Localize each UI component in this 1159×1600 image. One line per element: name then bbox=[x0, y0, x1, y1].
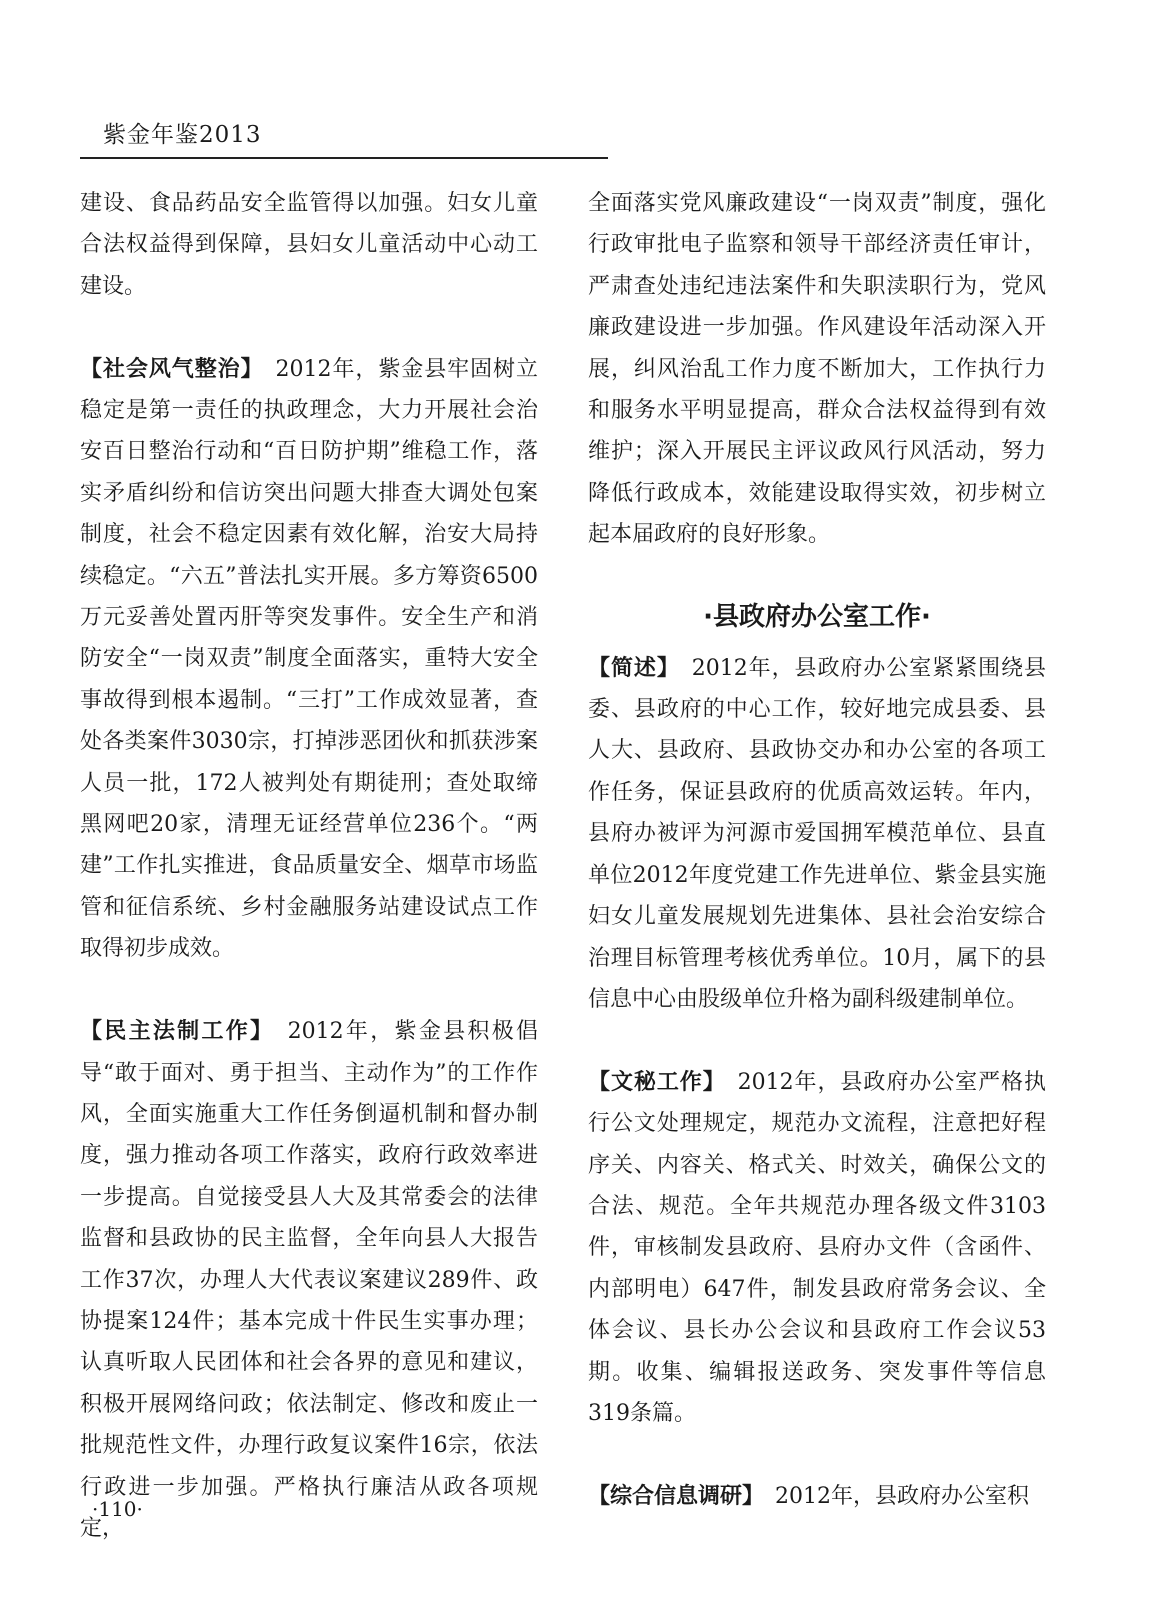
paragraph-gap bbox=[80, 307, 538, 348]
paragraph-gap bbox=[80, 970, 538, 1011]
entry-tag: 【综合信息调研】 bbox=[588, 1483, 754, 1509]
paragraph-gap bbox=[588, 1020, 1046, 1061]
paragraph-text: 2012年，县政府办公室积 bbox=[753, 1483, 1030, 1509]
paragraph-text: 建设、食品药品安全监管得以加强。妇女儿童合法权益得到保障，县妇女儿童活动中心动工建设。 bbox=[80, 191, 538, 299]
header-rule bbox=[80, 157, 608, 159]
paragraph-overview bbox=[588, 648, 1046, 1021]
paragraph-secretarial bbox=[588, 1062, 1046, 1435]
paragraph-continued bbox=[588, 183, 1046, 556]
entry-tag: 【民主法制工作】 bbox=[80, 1019, 264, 1045]
section-title: ·县政府办公室工作· bbox=[703, 601, 931, 632]
running-header: 紫金年鉴2013 bbox=[103, 122, 262, 148]
left-column bbox=[80, 183, 538, 1549]
paragraph-democracy-law bbox=[80, 1011, 538, 1549]
paragraph-gap bbox=[588, 1434, 1046, 1475]
page-number: ·110· bbox=[92, 1497, 143, 1521]
entry-tag: 【社会风气整治】 bbox=[80, 356, 253, 382]
paragraph-text: 2012年，县政府办公室严格执行公文处理规定，规范办文流程，注意把好程序关、内容关、格式关、时效关，确保公文的合法、规范。全年共规范办理各级文件3103件，审核制发县政府、县府办文件（含函件、内部明电）647件，制发县政府常务会议、全体会议、县长办公会议和县政府工作会议53期。收集、编辑报送政务、突发事件等信息319条篇。 bbox=[588, 1069, 1046, 1426]
entry-tag: 【简述】 bbox=[588, 655, 669, 681]
paragraph-continued bbox=[80, 183, 538, 307]
entry-tag: 【文秘工作】 bbox=[588, 1069, 715, 1095]
paragraph-research bbox=[588, 1476, 1046, 1517]
paragraph-text: 2012年，紫金县积极倡导“敢于面对、勇于担当、主动作为”的工作作风，全面实施重大工作任务倒逼机制和督办制度，强力推动各项工作落实，政府行政效率进一步提高。自觉接受县人大及其常委会的法律监督和县政协的民主监督，全年向县人大报告工作37次，办理人大代表议案建议289件、政协提案124件；基本完成十件民生实事办理；认真听取人民团体和社会各界的意见和建议，积极开展网络问政；依法制定、修改和废止一批规范性文件，办理行政复议案件16宗，依法行政进一步加强。严格执行廉洁从政各项规定， bbox=[80, 1019, 538, 1541]
paragraph-text: 2012年，紫金县牢固树立稳定是第一责任的执政理念，大力开展社会治安百日整治行动和“百日防护期”维稳工作，落实矛盾纠纷和信访突出问题大排查大调处包案制度，社会不稳定因素有效化解，治安大局持续稳定。“六五”普法扎实开展。多方筹资6500万元妥善处置丙肝等突发事件。安全生产和消防安全“一岗双责”制度全面落实，重特大安全事故得到根本遏制。“三打”工作成效显著，查处各类案件3030宗，打掉涉恶团伙和抓获涉案人员一批，172人被判处有期徒刑；查处取缔黑网吧20家，清理无证经营单位236个。“两建”工作扎实推进，食品质量安全、烟草市场监管和征信系统、乡村金融服务站建设试点工作取得初步成效。 bbox=[80, 356, 538, 962]
section-gap bbox=[588, 556, 1046, 586]
paragraph-social-order bbox=[80, 349, 538, 970]
right-column bbox=[588, 183, 1046, 1517]
paragraph-text: 全面落实党风廉政建设“一岗双责”制度，强化行政审批电子监察和领导干部经济责任审计，严肃查处违纪违法案件和失职渎职行为，党风廉政建设进一步加强。作风建设年活动深入开展，纠风治乱工作力度不断加大，工作执行力和服务水平明显提高，群众合法权益得到有效维护；深入开展民主评议政风行风活动，努力降低行政成本，效能建设取得实效，初步树立起本届政府的良好形象。 bbox=[588, 191, 1046, 548]
paragraph-text: 2012年，县政府办公室紧紧围绕县委、县政府的中心工作，较好地完成县委、县人大、县政府、县政协交办和办公室的各项工作任务，保证县政府的优质高效运转。年内，县府办被评为河源市爱国拥军模范单位、县直单位2012年度党建工作先进单位、紫金县实施妇女儿童发展规划先进集体、县社会治安综合治理目标管理考核优秀单位。10月，属下的县信息中心由股级单位升格为副科级建制单位。 bbox=[588, 655, 1046, 1012]
